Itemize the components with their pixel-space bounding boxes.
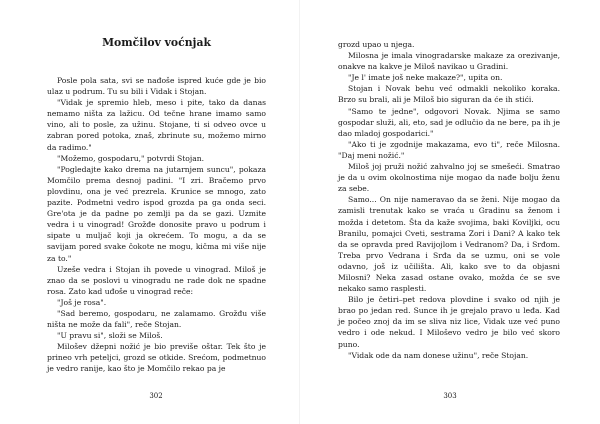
paragraph: "U pravu si", složi se Miloš. — [57, 331, 163, 341]
paragraph: "Vidak ode da nam donese užinu", reče Stojan. — [348, 350, 529, 360]
paragraph: Posle pola sata, svi se nađoše ispred kuće gde je bio ulaz u podrum. Tu su bili i Vidak i Stojan. — [47, 76, 266, 97]
paragraph: "Samo te jedne", odgovori Novak. Njima se samo gospodar služi, ali, eto, sad je odlučio da ne bere, pa ih je dao mladoj gospodarici." — [338, 106, 560, 138]
paragraph: Milosna je imala vinogradarske makaze za orezivanje, onakve na kakve je Miloš navikao u Gradini. — [338, 51, 560, 72]
paragraph: "Još je rosa". — [57, 297, 107, 307]
right-page — [300, 0, 600, 424]
paragraph: Bilo je četiri–pet redova plovdine i svako od njih je brao po jedan red. Sunce ih je grejalo pravo u leđa. Kad je počeo znoj da im se sliva niz lice, Vidak uze već puno vedro i ode nekud. I Miloševo vedro je bilo već skoro puno. — [338, 295, 560, 349]
paragraph: "Je l' imate još neke makaze?", upita on. — [348, 73, 503, 83]
chapter-title: Momčilov voćnjak — [102, 36, 211, 49]
page-number-left: 302 — [149, 392, 163, 400]
paragraph: "Možemo, gospodaru," potvrdi Stojan. — [57, 153, 205, 163]
paragraph: Uzeše vedra i Stojan ih povede u vinograd. Miloš je znao da se poslovi u vinogradu ne rade dok ne spadne rosa. Zato kad uđoše u vinograd reče: — [47, 264, 266, 296]
paragraph: grozd upao u njega. — [338, 40, 415, 49]
paragraph: "Pogledajte kako drema na jutarnjem suncu", pokaza Momčilo prema desnoj padini. "I zri. Bračemo prvo plovdinu, ona je već prezrela. Krunice se mnogo, zato pazite. Podmetni vedro ispod grozda pa ga onda seci. Gre'ota je da padne po zemlji pa da se gazi. Uzmite vedra i u vinograd! Grožđe donosite pravo u podrum i sipate u muljač koji ja okrećem. To mogu, a da se savijam pored svake čokote ne mogu, kičma mi više nije za to." — [47, 164, 266, 263]
paragraph: Milošev džepni nožić je bio previše oštar. Tek što je prineo vrh peteljci, grozd se otkide. Srećom, podmetnuo je vedro ranije, kao što je Momčilo rekao pa je — [47, 342, 266, 374]
page-number-right: 303 — [443, 392, 457, 400]
paragraph: "Vidak je spremio hleb, meso i pite, tako da danas nemamo ništa za lažicu. Od tečne hrane imamo samo vino, ali to posle, za užinu. Stojane, ti si odveo ovce u zabran pored potoka, znaš, zbrinute su, možemo mirno da radimo." — [47, 98, 266, 152]
paragraph: "Sad beremo, gospodaru, ne zalamamo. Grožđu više ništa ne može da fali", reče Stojan. — [47, 308, 266, 330]
paragraph: Samo... On nije nameravao da se ženi. Nije mogao da zamisli trenutak kako se vraća u Gradinu sa ženom i možda i detetom. Šta da kaže svojima, baki Koviljki, ocu Branilu, pomajci Cveti, sestrama Zori i Dani? A kako tek da se opravda pred Ravijojlom i Vedranom? Da, i Srđom. Treba prvo Vedrana i Srđa da se uzmu, oni se vole odavno, još iz učilišta. Ali, kako sve to da objasni Milosni? Neka zasad ostane ovako, možda će se sve nekako samo rasplesti. — [338, 195, 560, 294]
paragraph: "Ako ti je zgodnije makazama, evo ti", reče Milosna. "Daj meni nožić." — [338, 139, 560, 160]
paragraph: Miloš joj pruži nožić zahvalno joj se smešeći. Smatrao je da u ovim okolnostima nije mogao da nađe bolju ženu za sebe. — [338, 162, 560, 194]
right-page-body — [338, 39, 560, 361]
left-page-body — [47, 75, 266, 375]
paragraph: Stojan i Novak behu već odmakli nekoliko koraka. Brzo su brali, ali je Miloš bio siguran da će ih stići. — [338, 84, 560, 105]
